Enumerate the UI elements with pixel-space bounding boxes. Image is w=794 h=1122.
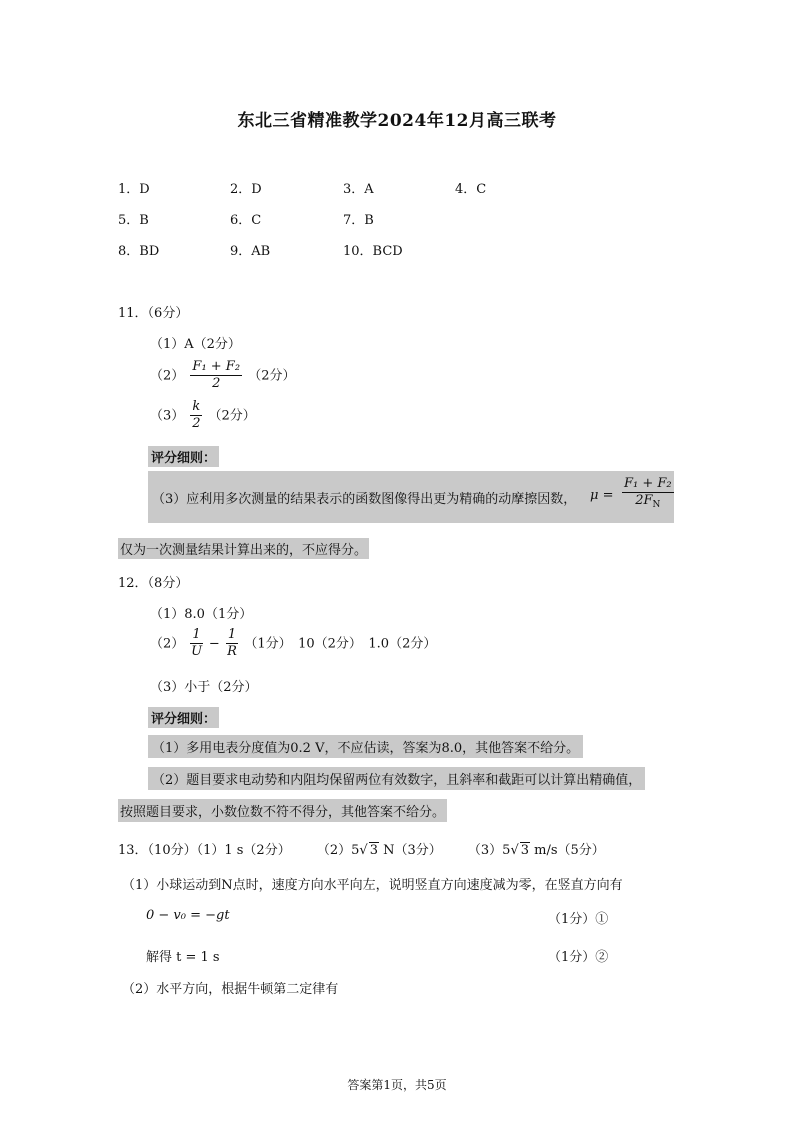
answer-10: 10．BCD <box>343 244 403 259</box>
answer-1: 1．D <box>118 182 150 197</box>
answer-8: 8．BD <box>118 244 160 259</box>
q13-equation-2-score: （1分）② <box>548 950 609 965</box>
answer-3: 3．A <box>343 182 374 197</box>
q12-heading: 12．（8分） <box>118 576 189 591</box>
q12-fraction-r: $\frac{1}{R}$ <box>227 627 237 660</box>
page-footer: 答案第1页，共5页 <box>347 1078 447 1092</box>
q12-rubric-2: （2）题目要求电动势和内阻均保留两位有效数字，且斜率和截距可以计算出精确值， <box>148 767 645 790</box>
answer-6: 6．C <box>230 213 262 228</box>
q12-fraction-u: $\frac{1}{U}$ <box>191 627 203 660</box>
q11-rubric-mu: μ = <box>590 488 614 503</box>
q11-heading: 11．（6分） <box>118 306 189 321</box>
page-title: 东北三省精准教学2024年12月高三联考 <box>237 111 557 131</box>
q12-rubric-1: （1）多用电表分度值为0.2 V，不应估读，答案为8.0，其他答案不给分。 <box>148 735 583 758</box>
q12-rubric-label: 评分细则： <box>148 707 219 728</box>
q11-rubric-continuation: 仅为一次测量结果计算出来的，不应得分。 <box>118 538 369 559</box>
q13-equation-1-score: （1分）① <box>548 912 609 927</box>
q13-answer-part2: （2）5√ 3 N（3分） <box>316 843 442 858</box>
q11-part3-fraction: $\frac{k}{2}$ <box>192 399 201 432</box>
q13-heading: 13．（10分）（1）1 s（2分） （2）5√ 3 N（3分） （3）5√ 3 m/s（5分） <box>118 843 605 858</box>
answer-2: 2．D <box>230 182 262 197</box>
q13-equation-1: 0 − v₀ = −gt <box>146 908 230 923</box>
q13-explanation-1: （1）小球运动到N点时，速度方向水平向左，说明竖直方向速度减为零，在竖直方向有 <box>122 878 623 893</box>
q12-part2: （2） $\frac{1}{U}$ − $\frac{1}{R}$ （1分） 10（2分） 1.0（2分） <box>150 627 437 660</box>
q11-rubric-label: 评分细则： <box>148 446 219 467</box>
q11-part3: （3） $\frac{k}{2}$ （2分） <box>150 399 256 432</box>
q11-part2-fraction: $\frac{\text{F₁ + F₂}}{2}$ <box>192 359 241 392</box>
q11-part1: （1）A（2分） <box>150 337 241 352</box>
q13-explanation-2: （2）水平方向，根据牛顿第二定律有 <box>122 982 339 997</box>
q12-part1: （1）8.0（1分） <box>150 607 253 622</box>
q11-part2: （2） $\frac{\text{F₁ + F₂}}{2}$ （2分） <box>150 359 296 392</box>
q12-part3: （3）小于（2分） <box>150 680 258 695</box>
q11-rubric-box <box>148 471 674 523</box>
answer-5: 5．B <box>118 213 149 228</box>
q12-rubric-2-continuation: 按照题目要求，小数位数不符不得分，其他答案不给分。 <box>118 799 447 822</box>
q13-answer-part3: （3）5√ 3 m/s（5分） <box>467 843 605 858</box>
q11-rubric-fraction: $\frac{\text{F₁ + F₂}}{2F_N}$ <box>624 476 672 511</box>
q11-rubric-text: （3）应利用多次测量的结果表示的函数图像得出更为精确的动摩擦因数， <box>152 492 577 507</box>
answer-7: 7．B <box>343 213 374 228</box>
answer-4: 4．C <box>455 182 487 197</box>
answer-9: 9．AB <box>230 244 271 259</box>
q13-equation-2: 解得 t = 1 s <box>146 950 220 965</box>
